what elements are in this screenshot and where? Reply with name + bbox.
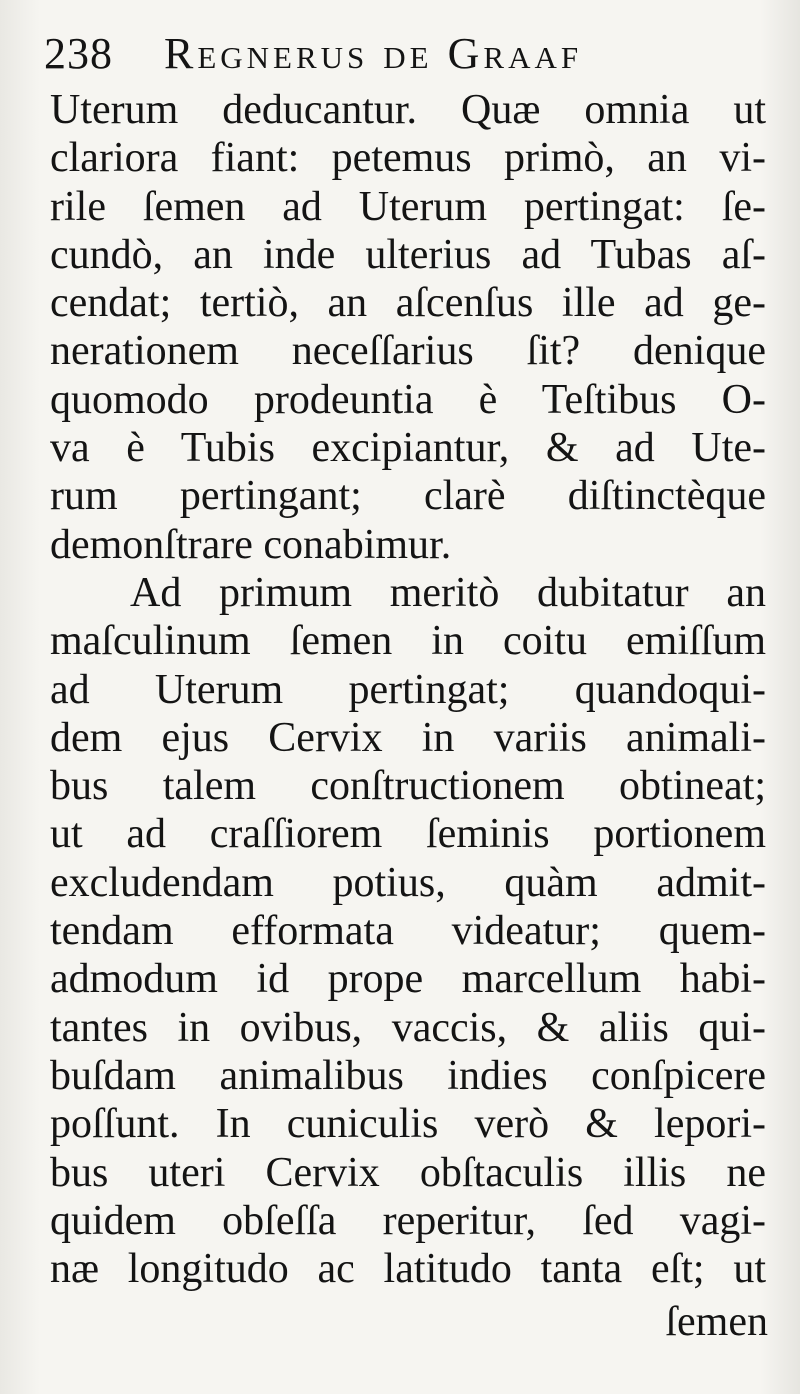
text-line: va è Tubis excipiantur, & ad Ute- [50,425,766,472]
text-line: cendat; tertiò, an aſcenſus ille ad ge- [50,280,766,327]
text-line: tendam efformata videatur; quem- [50,908,766,955]
text-line: buſdam animalibus indies conſpicere [50,1052,766,1099]
text-line: rile ſemen ad Uterum pertingat: ſe- [50,183,766,230]
text-line: quomodo prodeuntia è Teſtibus O- [50,376,766,423]
catchword: ſemen [665,1299,768,1345]
text-line: ut ad craſſiorem ſeminis portionem [50,811,766,858]
text-line: næ longitudo ac latitudo tanta eſt; ut [50,1246,766,1293]
text-line: excludendam potius, quàm admit- [50,859,766,906]
text-line: maſculinum ſemen in coitu emiſſum [50,618,766,665]
text-line: tantes in ovibus, vaccis, & aliis qui- [50,1004,766,1051]
text-line: rum pertingant; clarè diſtinctèque [50,473,766,520]
text-line: cundò, an inde ulterius ad Tubas aſ- [50,231,766,278]
text-line: clariora fiant: petemus primò, an vi- [50,135,766,182]
text-line: quidem obſeſſa reperitur, ſed vagi- [50,1197,766,1244]
text-line: bus uteri Cervix obſtaculis illis ne [50,1149,766,1196]
text-line: bus talem conſtructionem obtineat; [50,763,766,810]
running-title: Regnerus de Graaf [164,29,583,78]
text-line: Uterum deducantur. Quæ omnia ut [50,87,766,133]
page-header [44,28,764,84]
text-line: ad Uterum pertingat; quandoqui- [50,666,766,713]
page-number: 238 [44,29,113,78]
text-line: admodum id prope marcellum habi- [50,956,766,1003]
text-line: demonſtrare conabimur. [50,521,452,568]
text-line: Ad primum meritò dubitatur an [130,569,766,616]
body-text [50,86,766,1293]
text-line: poſſunt. In cuniculis verò & lepori- [50,1101,766,1148]
text-line: dem ejus Cervix in variis animali- [50,714,766,761]
text-line: nerationem neceſſarius ſit? denique [50,328,766,375]
